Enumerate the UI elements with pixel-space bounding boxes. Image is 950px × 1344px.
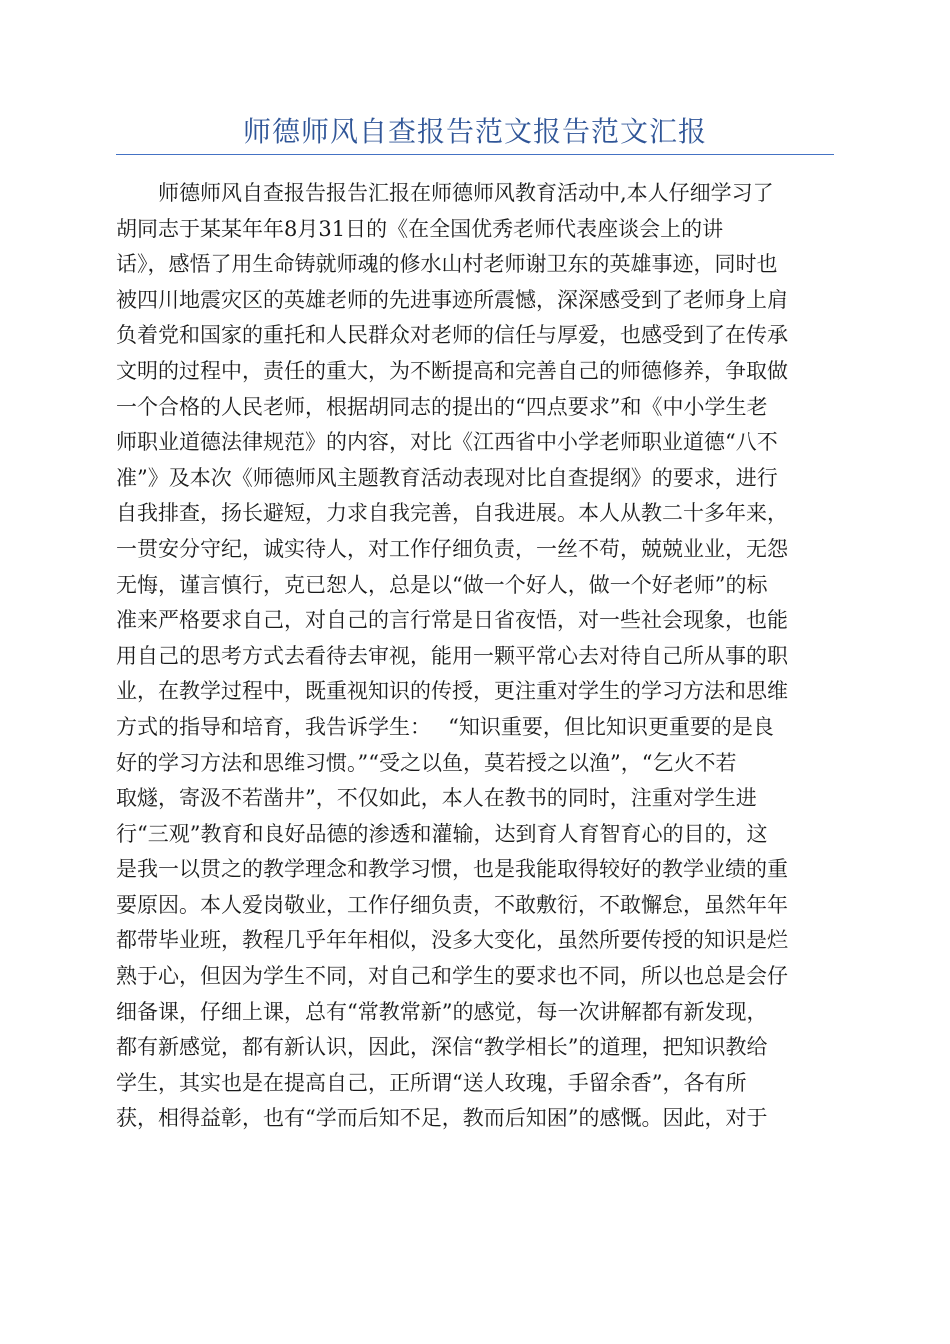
body-line: 业，在教学过程中，既重视知识的传授，更注重对学生的学习方法和思维 [116, 679, 788, 704]
body-line: 都带毕业班，教程几乎年年相似，没多大变化，虽然所要传授的知识是烂 [116, 928, 788, 953]
body-line: 文明的过程中，责任的重大，为不断提高和完善自己的师德修养，争取做 [116, 358, 788, 383]
title-underline [116, 154, 834, 155]
document-title: 师德师风自查报告范文报告范文汇报 [242, 115, 707, 148]
body-line: 细备课，仔细上课，总有“常教常新”的感觉，每一次讲解都有新发现， [116, 999, 768, 1024]
body-line: 要原因。本人爱岗敬业，工作仔细负责，不敢敷衍，不敢懈怠，虽然年年 [116, 892, 788, 917]
body-line: 胡同志于某某年年8月31日的《在全国优秀老师代表座谈会上的讲 [116, 216, 724, 241]
body-line: 师德师风自查报告报告汇报在师德师风教育活动中,本人仔细学习了 [158, 181, 774, 205]
body-line: 准来严格要求自己，对自己的言行常是日省夜悟，对一些社会现象，也能 [116, 608, 788, 633]
body-line: 学生，其实也是在提高自己，正所谓“送人玫瑰，手留余香”，各有所 [116, 1070, 747, 1095]
body-line: 一个合格的人民老师，根据胡同志的提出的“四点要求”和《中小学生老 [116, 394, 768, 419]
body-line: 熟于心，但因为学生不同，对自己和学生的要求也不同，所以也总是会仔 [116, 964, 788, 989]
body-line: 行“三观”教育和良好品德的渗透和灌输，达到育人育智育心的目的，这 [116, 821, 768, 846]
body-line: 是我一以贯之的教学理念和教学习惯，也是我能取得较好的教学业绩的重 [116, 857, 788, 882]
body-line: 都有新感觉，都有新认识，因此，深信“教学相长”的道理，把知识教给 [116, 1035, 768, 1060]
body-line: 被四川地震灾区的英雄老师的先进事迹所震憾，深深感受到了老师身上肩 [116, 287, 788, 312]
document-body [116, 176, 834, 1137]
body-line: 取燧，寄汲不若凿井”，不仅如此，本人在教书的同时，注重对学生进 [116, 786, 757, 811]
body-line: 一贯安分守纪，诚实待人，对工作仔细负责，一丝不苟，兢兢业业，无怨 [116, 536, 788, 561]
body-line: 自我排查，扬长避短，力求自我完善，自我进展。本人从教二十多年来， [116, 501, 788, 526]
body-line: 好的学习方法和思维习惯。”“受之以鱼，莫若授之以渔”，“乞火不若 [116, 750, 737, 775]
body-line: 获，相得益彰，也有“学而后知不足，教而后知困”的感慨。因此，对于 [116, 1106, 768, 1131]
body-line: 师职业道德法律规范》的内容，对比《江西省中小学老师职业道德“八不 [116, 430, 778, 455]
body-line: 无悔，谨言慎行，克已恕人，总是以“做一个好人，做一个好老师”的标 [116, 572, 768, 597]
body-line: 话》，感悟了用生命铸就师魂的修水山村老师谢卫东的英雄事迹，同时也 [116, 252, 778, 277]
body-line: 负着党和国家的重托和人民群众对老师的信任与厚爱，也感受到了在传承 [116, 323, 788, 348]
body-line: 准”》及本次《师德师风主题教育活动表现对比自查提纲》的要求，进行 [116, 465, 778, 490]
body-line: 用自己的思考方式去看待去审视，能用一颗平常心去对待自己所从事的职 [116, 643, 788, 668]
body-line: 方式的指导和培育，我告诉学生： “知识重要，但比知识更重要的是良 [116, 714, 774, 739]
